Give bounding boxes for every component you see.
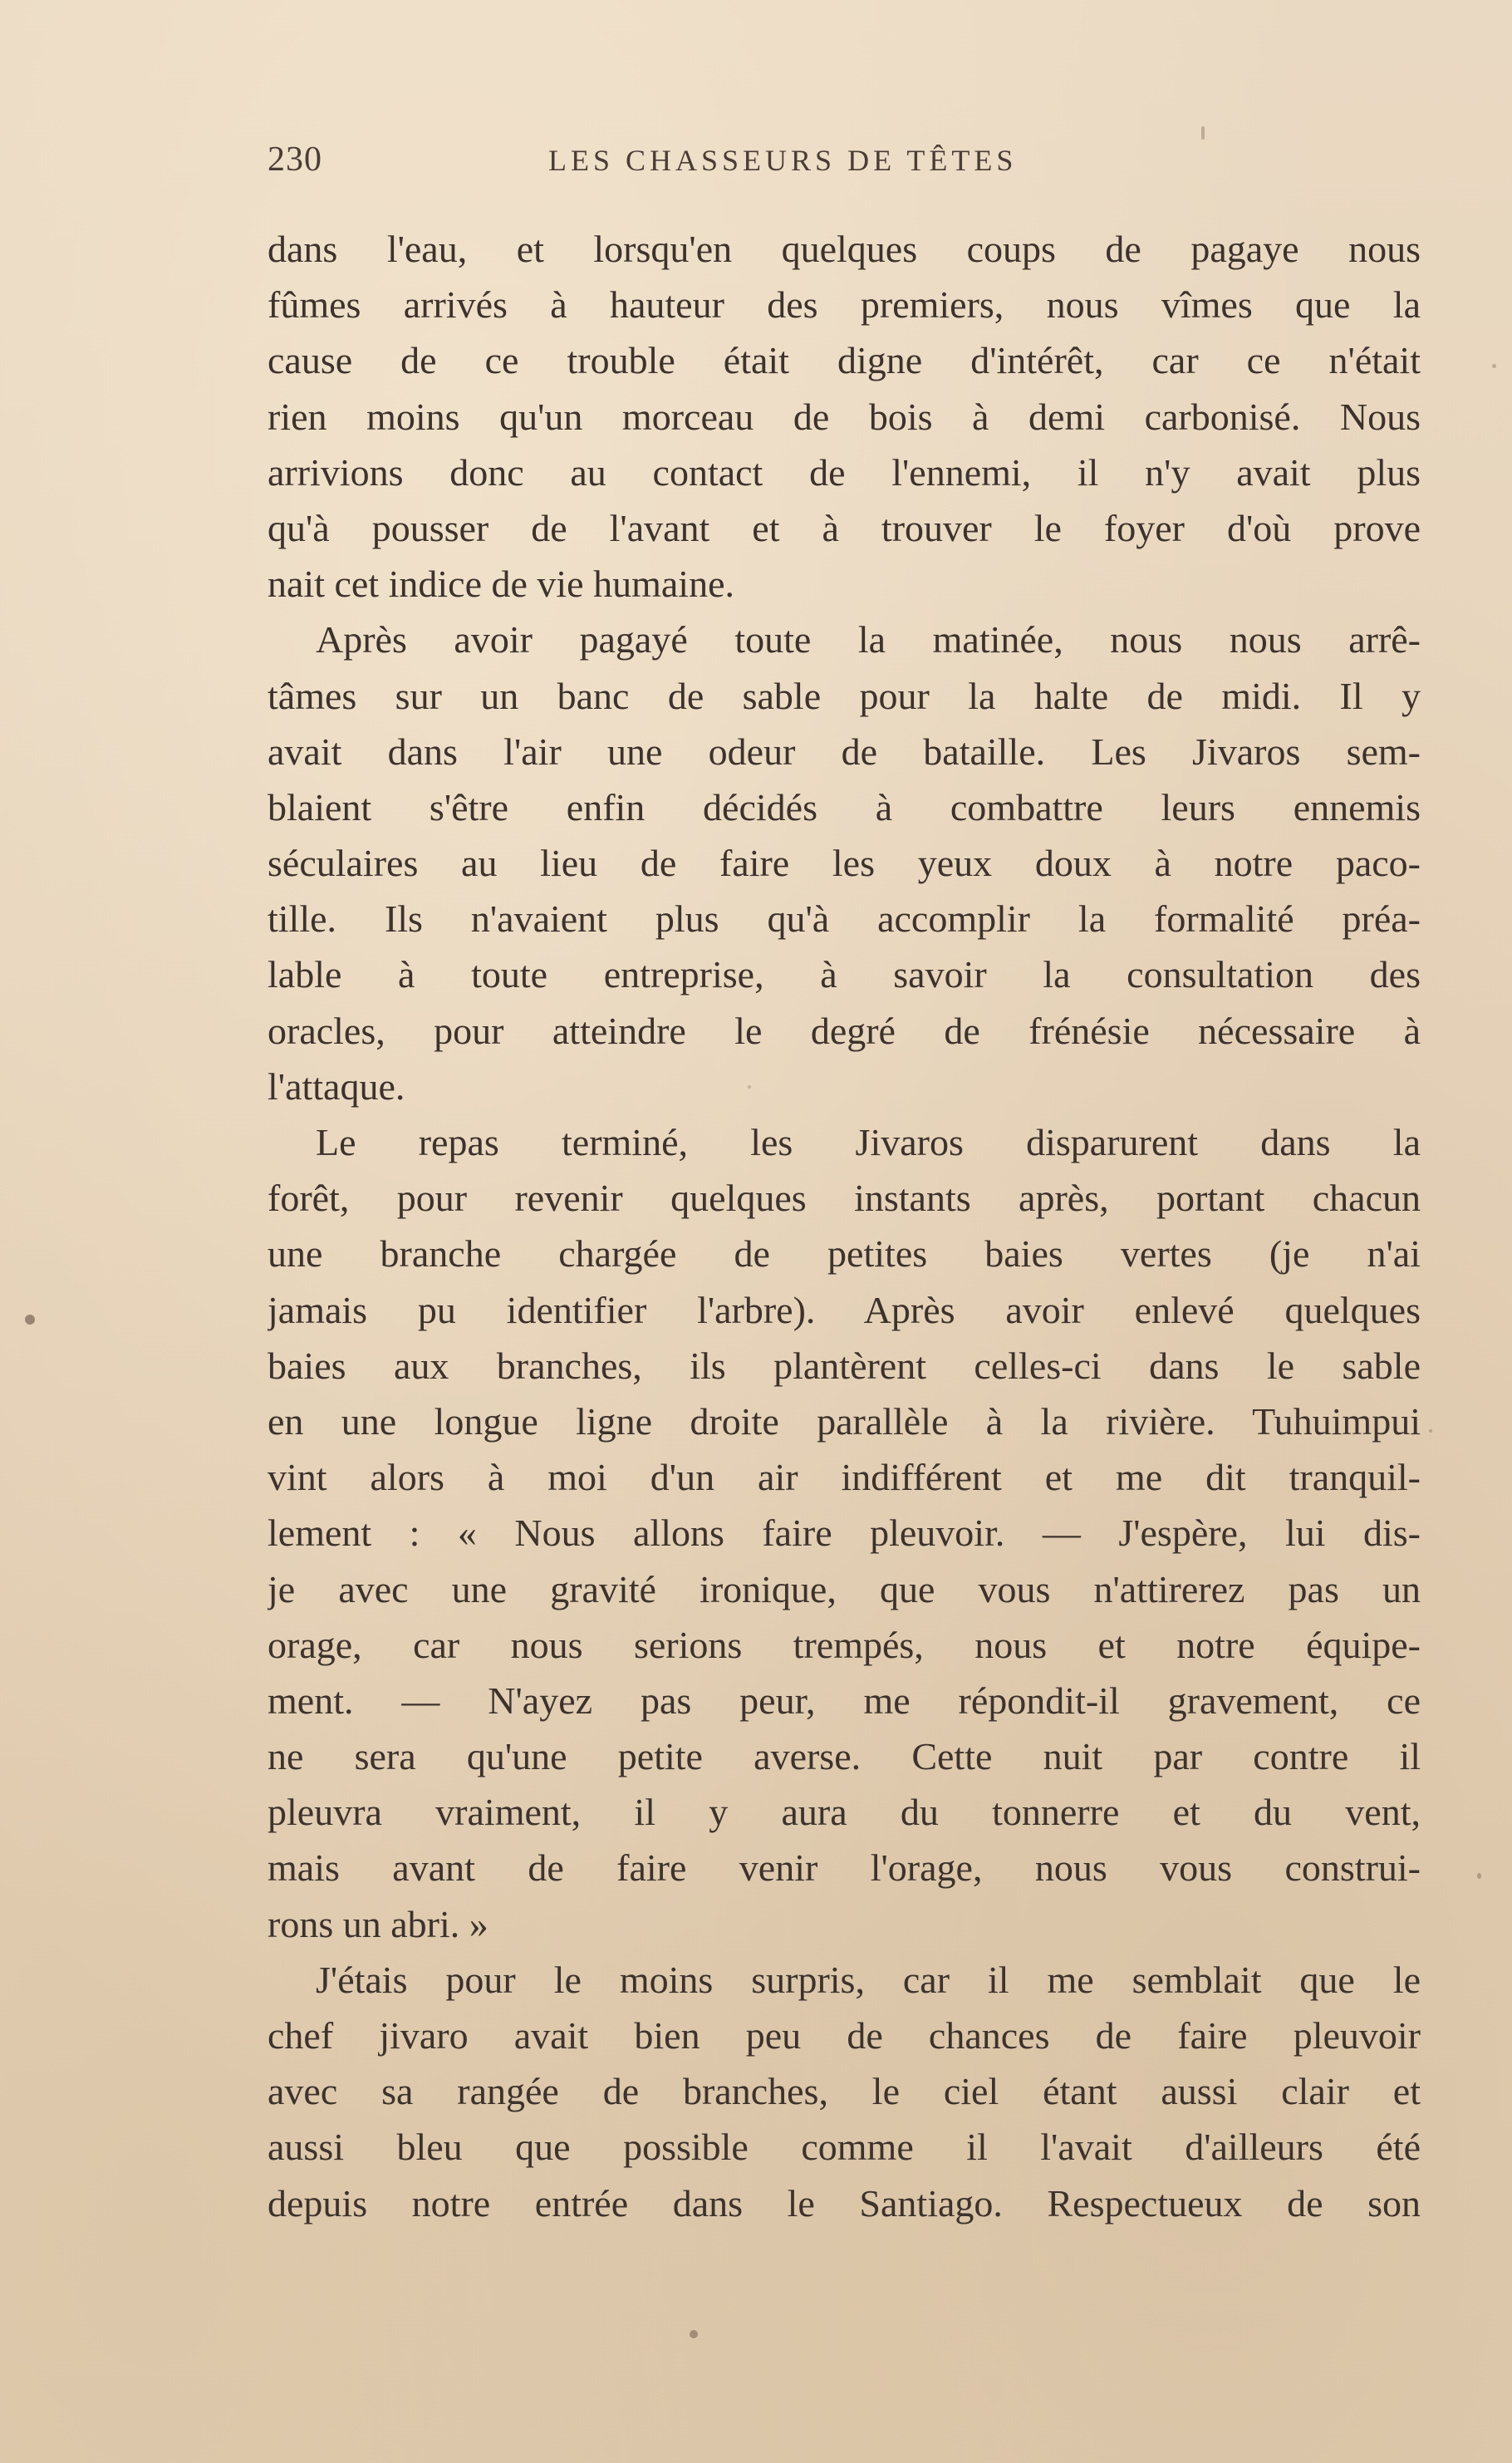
text-line: depuis notre entrée dans le Santiago. Respectueux de son	[268, 2181, 1421, 2225]
text-line: orage, car nous serions trempés, nous et notre équipe-	[268, 1623, 1421, 1666]
text-line: je avec une gravité ironique, que vous n'attirerez pas un	[268, 1567, 1421, 1610]
text-line: séculaires au lieu de faire les yeux doux à notre paco-	[268, 842, 1421, 885]
text-line: lement : « Nous allons faire pleuvoir. — J'espère, lui dis-	[268, 1512, 1421, 1555]
text-line: tâmes sur un banc de sable pour la halte de midi. Il y	[268, 674, 1421, 717]
text-line: baies aux branches, ils plantèrent celles-ci dans le sable	[268, 1344, 1421, 1387]
text-line: lable à toute entreprise, à savoir la consultation des	[268, 953, 1421, 996]
text-line: rons un abri. »	[268, 1902, 488, 1945]
paragraph	[268, 221, 1421, 612]
text-line: tille. Ils n'avaient plus qu'à accomplir la formalité préa-	[268, 897, 1421, 941]
text-line: nait cet indice de vie humaine.	[268, 563, 734, 606]
paper-speck	[1429, 1429, 1432, 1433]
text-line: forêt, pour revenir quelques instants après, portant chacun	[268, 1177, 1421, 1220]
text-line: blaient s'être enfin décidés à combattre leurs ennemis	[268, 785, 1421, 828]
paper-speck	[690, 2330, 698, 2338]
text-line: Le repas terminé, les Jivaros disparurent dans la	[316, 1121, 1421, 1163]
paragraph	[268, 1114, 1421, 1952]
text-line: chef jivaro avait bien peu de chances de faire pleuvoir	[268, 2014, 1421, 2057]
text-line: une branche chargée de petites baies vertes (je n'ai	[268, 1232, 1421, 1276]
paragraph	[268, 612, 1421, 1114]
paper-speck	[25, 1315, 35, 1325]
text-line: avec sa rangée de branches, le ciel étant aussi clair et	[268, 2070, 1421, 2113]
text-line: rien moins qu'un morceau de bois à demi carbonisé. Nous	[268, 395, 1421, 438]
text-line: ment. — N'ayez pas peur, me répondit-il gravement, ce	[268, 1679, 1421, 1722]
paper-speck	[748, 1085, 751, 1089]
text-line: arrivions donc au contact de l'ennemi, il n'y avait plus	[268, 450, 1421, 494]
text-line: cause de ce trouble était digne d'intérêt, car ce n'était	[268, 339, 1421, 382]
text-line: pleuvra vraiment, il y aura du tonnerre et du vent,	[268, 1791, 1421, 1834]
paper-speck	[1201, 126, 1205, 140]
text-line: jamais pu identifier l'arbre). Après avoir enlevé quelques	[268, 1288, 1421, 1331]
paragraph	[268, 1952, 1421, 2231]
text-line: oracles, pour atteindre le degré de frénésie nécessaire à	[268, 1009, 1421, 1052]
page-header	[268, 140, 1421, 189]
page-number: 230	[268, 140, 322, 179]
text-line: ne sera qu'une petite averse. Cette nuit par contre il	[268, 1735, 1421, 1778]
text-line: Après avoir pagayé toute la matinée, nous nous arrê-	[316, 618, 1421, 661]
paper-speck	[1477, 1873, 1481, 1879]
text-line: fûmes arrivés à hauteur des premiers, nous vîmes que la	[268, 283, 1421, 327]
running-title: LES CHASSEURS DE TÊTES	[548, 144, 1018, 177]
text-line: mais avant de faire venir l'orage, nous vous construi-	[268, 1846, 1421, 1890]
paper-speck	[1492, 364, 1496, 368]
text-line: qu'à pousser de l'avant et à trouver le foyer d'où prove	[268, 506, 1421, 549]
text-line: aussi bleu que possible comme il l'avait d'ailleurs été	[268, 2126, 1421, 2169]
text-line: vint alors à moi d'un air indifférent et me dit tranquil-	[268, 1456, 1421, 1499]
body-text	[268, 221, 1421, 2231]
text-line: avait dans l'air une odeur de bataille. Les Jivaros sem-	[268, 730, 1421, 773]
text-line: l'attaque.	[268, 1064, 405, 1108]
text-line: en une longue ligne droite parallèle à la rivière. Tuhuimpui	[268, 1399, 1421, 1443]
text-line: J'étais pour le moins surpris, car il me semblait que le	[316, 1958, 1421, 2001]
text-line: dans l'eau, et lorsqu'en quelques coups de pagaye nous	[268, 228, 1421, 270]
